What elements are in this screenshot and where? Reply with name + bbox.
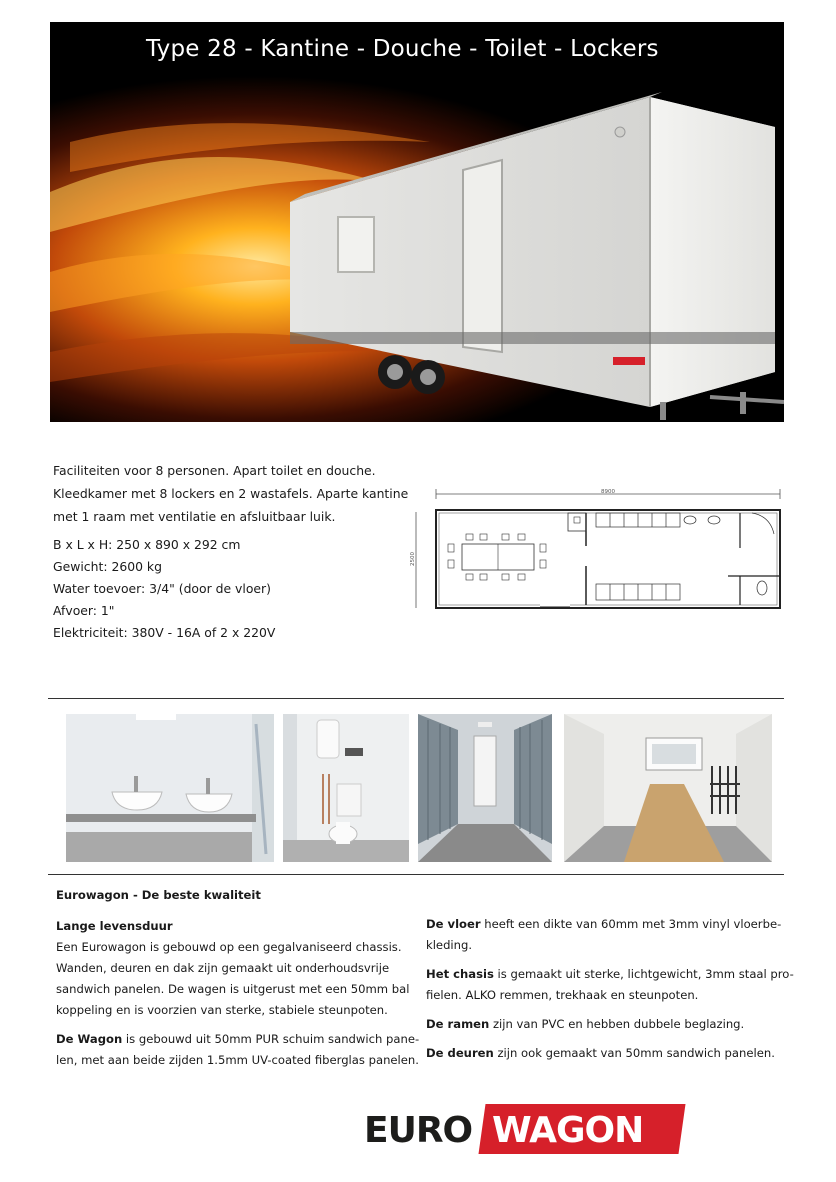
photo-locker-room [418,714,552,862]
floorplan-length-label: 8900 [601,489,615,495]
description [53,459,409,528]
floorplan-diagram [410,486,786,620]
specifications [53,534,275,644]
text-line: len, met aan beide zijden 1.5mm UV-coated fiberglas panelen. [56,1053,419,1067]
text-line: sandwich panelen. De wagen is uitgerust met een 50mm bal [56,982,410,996]
description-line: met 1 raam met ventilatie en afsluitbaar luik. [53,509,336,524]
locker-room-photo-icon [418,714,552,862]
subtitle-lifespan: Lange levensduur [56,919,173,933]
quality-right-column [426,914,794,1072]
bold-label-doors: De deuren [426,1046,494,1060]
photo-toilet [283,714,409,862]
text-line: is gebouwd uit 50mm PUR schuim sandwich pane- [122,1032,420,1046]
hero-banner [50,22,784,422]
description-line: Kleedkamer met 8 lockers en 2 wastafels. Aparte kantine [53,486,409,501]
washbasins-photo-icon [66,714,274,862]
text-line: fielen. ALKO remmen, trekhaak en steunpoten. [426,988,699,1002]
text-line: kleding. [426,938,473,952]
photo-washbasins [66,714,274,862]
logo-euro-text: EURO [364,1110,473,1151]
text-line: zijn van PVC en hebben dubbele beglazing. [489,1017,745,1031]
bold-label-chassis: Het chasis [426,967,494,981]
paragraph-windows [426,1014,786,1035]
spec-dimensions: B x L x H: 250 x 890 x 292 cm [53,537,241,552]
hero-title-bar [50,22,784,76]
text-line: Wanden, deuren en dak zijn gemaakt uit onderhoudsvrije [56,961,390,975]
floorplan-width-label: 2500 [410,552,416,566]
photo-canteen [564,714,772,862]
hero-trailer-image [50,22,784,422]
text-line: heeft een dikte van 60mm met 3mm vinyl vloerbe- [480,917,782,931]
paragraph-lifespan [56,916,416,1021]
quality-left-column [56,916,420,1079]
spec-weight: Gewicht: 2600 kg [53,559,162,574]
spec-water-supply: Water toevoer: 3/4" (door de vloer) [53,581,271,596]
logo-wagon-text: WAGON [492,1110,644,1151]
canteen-photo-icon [564,714,772,862]
divider [48,874,784,875]
paragraph-floor [426,914,786,956]
paragraph-wagon [56,1029,420,1071]
bold-label-floor: De vloer [426,917,481,931]
text-line: Een Eurowagon is gebouwd op een gegalvaniseerd chassis. [56,940,402,954]
paragraph-chassis [426,964,794,1006]
divider [48,698,784,699]
bold-label-wagon: De Wagon [56,1032,123,1046]
description-line: Faciliteiten voor 8 personen. Apart toilet en douche. [53,463,376,478]
text-line: is gemaakt uit sterke, lichtgewicht, 3mm staal pro- [493,967,794,981]
spec-electricity: Elektriciteit: 380V - 16A of 2 x 220V [53,625,276,640]
toilet-photo-icon [283,714,409,862]
paragraph-doors [426,1043,786,1064]
text-line: koppeling en is voorzien van sterke, stabiele steunpoten. [56,1003,388,1017]
page-title: Type 28 - Kantine - Douche - Toilet - Lockers [146,36,659,62]
bold-label-windows: De ramen [426,1017,490,1031]
section-title: Eurowagon - De beste kwaliteit [56,888,261,902]
eurowagon-logo [364,1104,682,1156]
spec-drain: Afvoer: 1" [53,603,115,618]
text-line: zijn ook gemaakt van 50mm sandwich panelen. [493,1046,775,1060]
